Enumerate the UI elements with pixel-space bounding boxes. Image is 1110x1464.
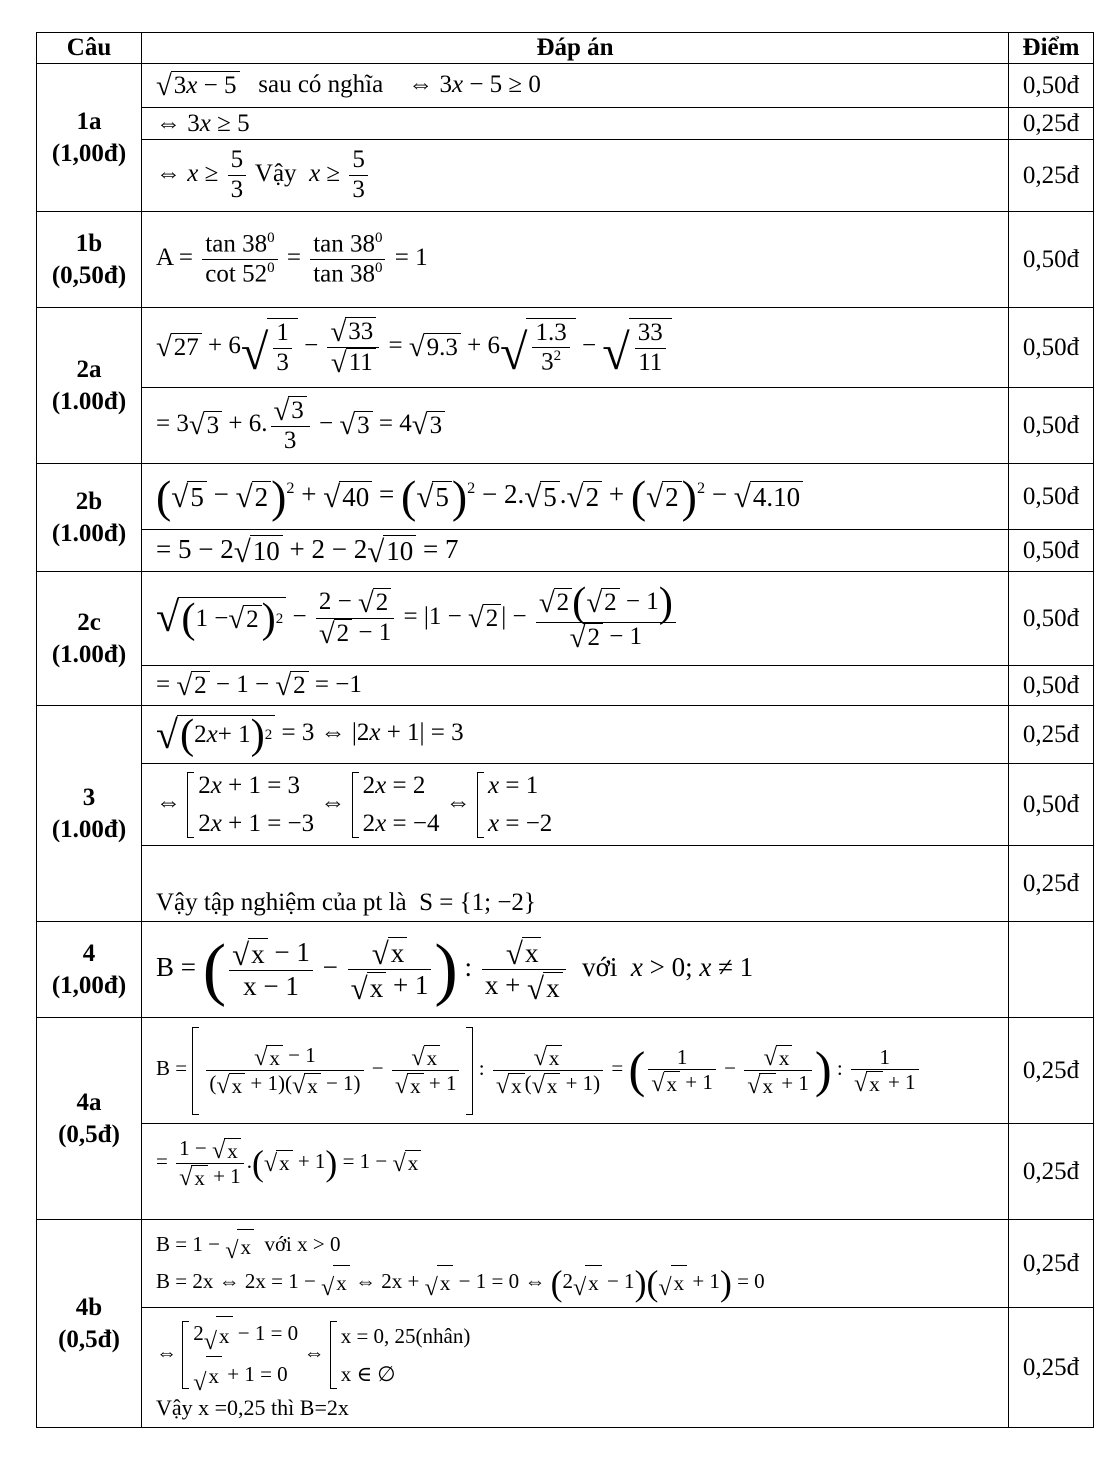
table-row: [37, 1308, 1094, 1428]
table-row: [37, 846, 1094, 922]
answer-cell: √ 3 x − 5 sau có nghĩa ⇔ 3x − 5 ≥ 0: [142, 64, 1009, 108]
table-row: [37, 64, 1094, 108]
table-row: [37, 764, 1094, 846]
table-row: [37, 140, 1094, 212]
score-cell: 0,25đ: [1009, 846, 1094, 922]
answer-cell: ⇔ 3x ≥ 5: [142, 108, 1009, 140]
answer-cell: ⇔ 2x + 1 = 3 2x + 1 = −3 ⇔ 2x = 2 2x = −4 ⇔ x = 1 x = −2: [142, 764, 1009, 846]
answer-cell: ( √ 5 − √ 2 )$^2$ + √ 40 = ( √ 5 )$^2$ − 2. √ 5 . √ 2 + ( √ 2 )$^2$ − √ 4.10: [142, 464, 1009, 530]
score-cell: 0,25đ: [1009, 706, 1094, 764]
score-cell: 0,50đ: [1009, 764, 1094, 846]
question-4a: 4a (0,5đ): [37, 1018, 142, 1220]
score-cell: 0,50đ: [1009, 212, 1094, 308]
header-row: [37, 33, 1094, 64]
score-cell: 0,25đ: [1009, 1308, 1094, 1428]
table-row: [37, 530, 1094, 572]
score-cell: 0,50đ: [1009, 530, 1094, 572]
table-row: [37, 922, 1094, 1018]
table-row: [37, 212, 1094, 308]
answer-cell: = 1 − √ x √ x + 1 .( √ x + 1) = 1 − √ x: [142, 1124, 1009, 1220]
score-cell: 0,25đ: [1009, 1220, 1094, 1308]
answer-cell: B = ( √ x − 1 x − 1 − √ x √ x + 1 ) : √ x x + √ x với x > 0; x ≠ 1: [142, 922, 1009, 1018]
question-3: 3 (1.00đ): [37, 706, 142, 922]
answer-cell: ⇔ 2 √ x − 1 = 0 √ x + 1 = 0 ⇔ x = 0, 25(nhân) x ∈ ∅ Vậy x =0,25 thì B=2x: [142, 1308, 1009, 1428]
question-1b: 1b (0,50đ): [37, 212, 142, 308]
question-2c: 2c (1.00đ): [37, 572, 142, 706]
header-answer: Đáp án: [142, 33, 1009, 64]
table-row: [37, 464, 1094, 530]
table-row: [37, 308, 1094, 388]
answer-cell: A = $\frac{\tan 38^0}{\cot 52^0}$ = $\frac{\tan 38^0}{\tan 38^0}$ = 1: [142, 212, 1009, 308]
table-row: [37, 1124, 1094, 1220]
score-cell: 0,25đ: [1009, 108, 1094, 140]
table-row: [37, 572, 1094, 666]
answer-cell: ⇔ x ≥ $\frac{5}{3}$ Vậy x ≥ $\frac{5}{3}$: [142, 140, 1009, 212]
answer-cell: B = √ x − 1 ( √ x + 1)( √ x − 1) − √ x √ x + 1 : √ x √ x ( √ x + 1) = ( 1 √ x + 1 − √ x √ x + 1 ) : 1 √ x + 1: [142, 1018, 1009, 1124]
answer-cell: = 3 √ 3 + 6. √ 3 3 − √ 3 = 4 √ 3: [142, 388, 1009, 464]
question-1a: 1a (1,00đ): [37, 64, 142, 212]
header-question: Câu: [37, 33, 142, 64]
question-4b: 4b (0,5đ): [37, 1220, 142, 1428]
question-2b: 2b (1.00đ): [37, 464, 142, 572]
question-4: 4 (1,00đ): [37, 922, 142, 1018]
score-cell: 0,50đ: [1009, 572, 1094, 666]
score-cell: [1009, 922, 1094, 1018]
score-cell: 0,50đ: [1009, 388, 1094, 464]
conclusion-text: Vậy x =0,25 thì B=2x: [156, 1395, 349, 1421]
answer-cell: = √ 2 − 1 − √ 2 = −1: [142, 666, 1009, 706]
score-cell: 0,25đ: [1009, 1018, 1094, 1124]
answer-cell: B = 1 − √ x với x > 0 B = 2x ⇔ 2x = 1 − √ x ⇔ 2x + √ x − 1 = 0 ⇔ (2 √ x − 1)( √ x + 1) = 0: [142, 1220, 1009, 1308]
score-cell: 0,50đ: [1009, 464, 1094, 530]
table-row: [37, 108, 1094, 140]
score-cell: 0,25đ: [1009, 140, 1094, 212]
table-row: [37, 666, 1094, 706]
question-2a: 2a (1.00đ): [37, 308, 142, 464]
answer-cell: √ 27 + 6 √ 1 3 − √ 33 √ 11 = √ 9.3 + 6 √ 1.3 $3^2$ − √ 33 11: [142, 308, 1009, 388]
answer-cell: = 5 − 2 √ 10 + 2 − 2 √ 10 = 7: [142, 530, 1009, 572]
table-row: [37, 1018, 1094, 1124]
answer-cell: √ ( 1 − √ 2 ) 2 − 2 − √ 2 √ 2 − 1 = |1 − √ 2 | − √ 2 ( √ 2 − 1) √ 2 − 1: [142, 572, 1009, 666]
table-row: [37, 388, 1094, 464]
table-row: [37, 706, 1094, 764]
answer-cell: Vậy tập nghiệm của pt là S = {1; −2}: [142, 846, 1009, 922]
score-cell: 0,50đ: [1009, 666, 1094, 706]
score-cell: 0,50đ: [1009, 64, 1094, 108]
answer-cell: √ ( 2 x + 1 ) 2 = 3 ⇔ |2x + 1| = 3: [142, 706, 1009, 764]
header-score: Điểm: [1009, 33, 1094, 64]
answer-table: [36, 32, 1094, 1428]
table-row: [37, 1220, 1094, 1308]
score-cell: 0,25đ: [1009, 1124, 1094, 1220]
score-cell: 0,50đ: [1009, 308, 1094, 388]
